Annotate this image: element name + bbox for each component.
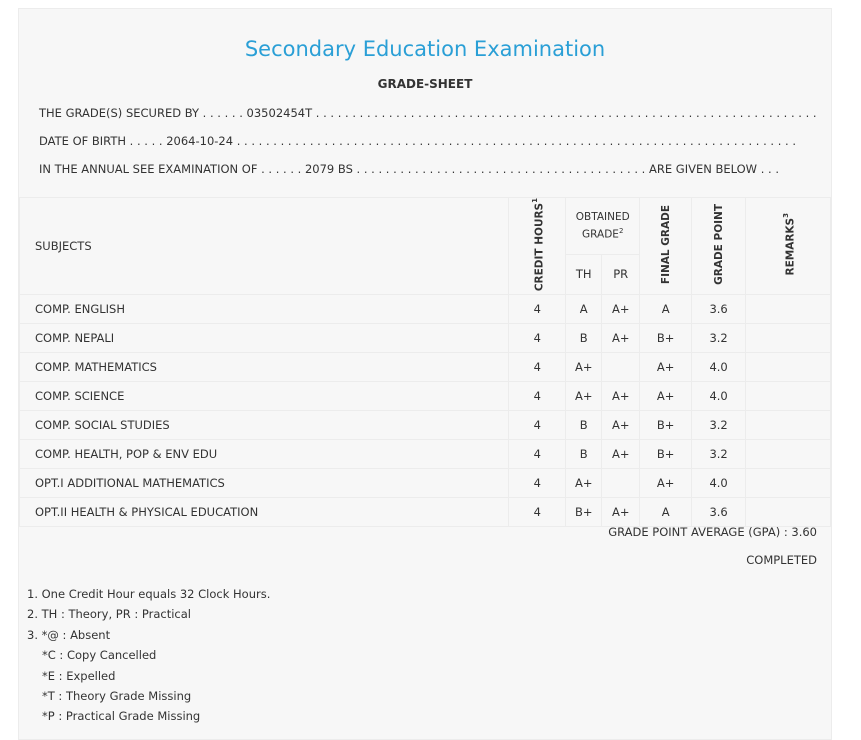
- grade-point-cell: 4.0: [692, 469, 746, 498]
- credit-hours-cell: 4: [509, 382, 566, 411]
- table-row: [20, 324, 831, 353]
- credit-hours-cell: 4: [509, 469, 566, 498]
- final-grade-cell: A+: [640, 382, 692, 411]
- remarks-cell: [746, 295, 831, 324]
- table-row: [20, 498, 831, 527]
- remarks-cell: [746, 469, 831, 498]
- subjects-header: SUBJECTS: [20, 198, 509, 295]
- credit-hours-cell: 4: [509, 498, 566, 527]
- final-grade-cell: B+: [640, 440, 692, 469]
- header-row: [20, 198, 831, 255]
- footnote: 1. One Credit Hour equals 32 Clock Hours.: [27, 587, 271, 601]
- final-grade-cell: A: [640, 498, 692, 527]
- grades-table: [19, 197, 831, 527]
- table-row: [20, 411, 831, 440]
- remarks-cell: [746, 324, 831, 353]
- dotted-leader: . . . . . . . . . . . . . . . . . . . . . . . . . . . . . . . . . . . . . . . . . . . . . . . . . . . . . . . . . . . . . . . . . . . . . . . . . . . . .: [236, 134, 797, 148]
- table-row: [20, 440, 831, 469]
- theory-grade-cell: B: [566, 440, 602, 469]
- footnotes: [27, 584, 270, 727]
- final-grade-cell: A+: [640, 469, 692, 498]
- subject-cell: COMP. ENGLISH: [20, 295, 509, 324]
- remarks-cell: [746, 411, 831, 440]
- grade-sheet: [18, 8, 832, 740]
- footnote-sub: *E : Expelled: [42, 668, 116, 683]
- exam-line: [39, 162, 779, 176]
- secured-by-label: THE GRADE(S) SECURED BY . . . . . .: [39, 106, 243, 120]
- credit-hours-cell: 4: [509, 440, 566, 469]
- obtained-grade-header: OBTAINED GRADE$^2$: [566, 198, 640, 255]
- practical-grade-cell: A+: [602, 440, 640, 469]
- footnote: 3. *@ : Absent: [27, 627, 111, 642]
- dob-value: 2064-10-24: [166, 134, 234, 148]
- subject-cell: COMP. HEALTH, POP & ENV EDU: [20, 440, 509, 469]
- theory-grade-cell: A+: [566, 353, 602, 382]
- subject-cell: OPT.I ADDITIONAL MATHEMATICS: [20, 469, 509, 498]
- grade-point-cell: 3.6: [692, 295, 746, 324]
- grade-point-cell: 3.6: [692, 498, 746, 527]
- grade-point-cell: 4.0: [692, 353, 746, 382]
- credit-hours-cell: 4: [509, 353, 566, 382]
- final-grade-cell: A+: [640, 353, 692, 382]
- remarks-cell: [746, 498, 831, 527]
- grade-point-cell: 3.2: [692, 324, 746, 353]
- remarks-cell: [746, 382, 831, 411]
- theory-grade-cell: B: [566, 411, 602, 440]
- table-row: [20, 353, 831, 382]
- final-grade-header: FINAL GRADE: [640, 198, 692, 295]
- exam-suffix: ARE GIVEN BELOW . . .: [649, 162, 779, 176]
- final-grade-cell: B+: [640, 324, 692, 353]
- credit-hours-cell: 4: [509, 324, 566, 353]
- subject-cell: OPT.II HEALTH & PHYSICAL EDUCATION: [20, 498, 509, 527]
- footnote: 2. TH : Theory, PR : Practical: [27, 607, 191, 622]
- grade-point-cell: 3.2: [692, 411, 746, 440]
- footnote-sub: *P : Practical Grade Missing: [42, 709, 201, 724]
- grade-point-header: GRADE POINT: [692, 198, 746, 295]
- dotted-leader: . . . . . . . . . . . . . . . . . . . . . . . . . . . . . . . . . . . . . . . .: [356, 162, 646, 176]
- subject-cell: COMP. NEPALI: [20, 324, 509, 353]
- practical-grade-cell: A+: [602, 498, 640, 527]
- completion-status: COMPLETED: [746, 553, 817, 567]
- practical-grade-cell: A+: [602, 324, 640, 353]
- th-header: TH: [566, 254, 602, 295]
- subject-cell: COMP. SOCIAL STUDIES: [20, 411, 509, 440]
- subject-cell: COMP. SCIENCE: [20, 382, 509, 411]
- table-row: [20, 295, 831, 324]
- secured-by-line: [39, 106, 817, 120]
- table-row: [20, 469, 831, 498]
- remarks-header: REMARKS$^3$: [746, 198, 831, 295]
- final-grade-cell: A: [640, 295, 692, 324]
- theory-grade-cell: A: [566, 295, 602, 324]
- symbol-number: 03502454T: [246, 106, 313, 120]
- exam-year: 2079 BS: [304, 162, 353, 176]
- pr-header: PR: [602, 254, 640, 295]
- remarks-cell: [746, 440, 831, 469]
- theory-grade-cell: A+: [566, 382, 602, 411]
- dob-label: DATE OF BIRTH . . . . .: [39, 134, 163, 148]
- practical-grade-cell: A+: [602, 295, 640, 324]
- dob-line: [39, 134, 796, 148]
- table-row: [20, 382, 831, 411]
- final-grade-cell: B+: [640, 411, 692, 440]
- exam-title: Secondary Education Examination: [244, 37, 606, 61]
- grade-sheet-heading: GRADE-SHEET: [377, 77, 473, 91]
- practical-grade-cell: A+: [602, 411, 640, 440]
- footnote-sub: *C : Copy Cancelled: [42, 648, 157, 663]
- grade-point-cell: 3.2: [692, 440, 746, 469]
- practical-grade-cell: [602, 353, 640, 382]
- practical-grade-cell: A+: [602, 382, 640, 411]
- dotted-leader: . . . . . . . . . . . . . . . . . . . . . . . . . . . . . . . . . . . . . . . . . . . . . . . . . . . . . . . . . . . . . . . . . . . . .: [315, 106, 817, 120]
- footnote-sub: *T : Theory Grade Missing: [42, 689, 192, 704]
- practical-grade-cell: [602, 469, 640, 498]
- theory-grade-cell: A+: [566, 469, 602, 498]
- remarks-cell: [746, 353, 831, 382]
- credit-hours-cell: 4: [509, 411, 566, 440]
- theory-grade-cell: B+: [566, 498, 602, 527]
- grade-point-cell: 4.0: [692, 382, 746, 411]
- subject-cell: COMP. MATHEMATICS: [20, 353, 509, 382]
- credit-hours-cell: 4: [509, 295, 566, 324]
- credit-hours-header: CREDIT HOURS$^1$: [509, 198, 566, 295]
- theory-grade-cell: B: [566, 324, 602, 353]
- exam-label: IN THE ANNUAL SEE EXAMINATION OF . . . . . .: [39, 162, 302, 176]
- gpa-summary: GRADE POINT AVERAGE (GPA) : 3.60: [608, 525, 817, 539]
